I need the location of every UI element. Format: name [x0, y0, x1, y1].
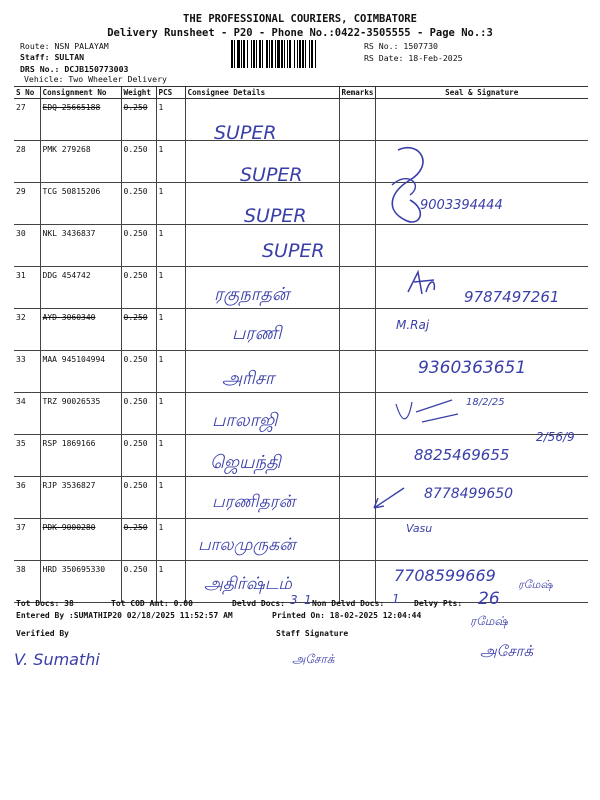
vehicle-label: Vehicle: Two Wheeler Delivery [24, 74, 167, 84]
row-sno: 27 [14, 99, 40, 141]
handwritten-consignee: பாலாஜி [212, 410, 278, 431]
handwritten-non-delvd-count: 1 [392, 592, 400, 606]
handwritten-consignee: SUPER [214, 122, 277, 144]
barcode-bar [241, 40, 242, 68]
row-pcs: 1 [156, 141, 185, 183]
row-pcs: 1 [156, 393, 185, 435]
handwritten-consignee: SUPER [244, 205, 307, 227]
row-weight: 0.250 [121, 351, 156, 393]
row-sno: 36 [14, 477, 40, 519]
row-sno: 33 [14, 351, 40, 393]
barcode-bar [302, 40, 304, 68]
row-sno: 34 [14, 393, 40, 435]
signature-scribble-icon [392, 394, 462, 430]
row-weight: 0.250 [121, 99, 156, 141]
barcode-bar [305, 40, 306, 68]
barcode-bar [281, 40, 283, 68]
handwritten-consignee: அரிசா [222, 368, 275, 389]
handwritten-delvd-count-orig: 1 [304, 593, 312, 607]
row-consignment-no: PMK 279268 [40, 141, 121, 183]
row-pcs: 1 [156, 99, 185, 141]
row-pcs: 1 [156, 561, 185, 603]
row-pcs: 1 [156, 267, 185, 309]
handwritten-consignee: ரகுநாதன் [214, 284, 290, 305]
row-consignment-no: RJP 3536827 [40, 477, 121, 519]
barcode-bar [231, 40, 233, 68]
handwritten-consignee: பரணி [232, 323, 282, 344]
row-remarks [339, 351, 375, 393]
row-consignment-no: DDG 454742 [40, 267, 121, 309]
row-weight: 0.250 [121, 141, 156, 183]
row-sno: 32 [14, 309, 40, 351]
row-pcs: 1 [156, 477, 185, 519]
table-row [14, 309, 588, 351]
handwritten-consignee: ஜெயந்தி [210, 452, 281, 473]
handwritten-consignee: SUPER [262, 240, 325, 262]
row-remarks [339, 225, 375, 267]
row-remarks [339, 99, 375, 141]
table-row [14, 99, 588, 141]
row-weight: 0.250 [121, 561, 156, 603]
barcode-bar [251, 40, 252, 68]
row-consignment-no: NKL 3436837 [40, 225, 121, 267]
route-label: Route: NSN PALAYAM [20, 41, 109, 51]
handwritten-staff-signature: அசோக் [480, 642, 534, 660]
signature-scribble-icon [380, 140, 440, 230]
handwritten-consignee: அதிர்ஷ்டம் [204, 574, 292, 594]
row-consignment-no: HRD 350695330 [40, 561, 121, 603]
row-sno: 29 [14, 183, 40, 225]
table-row [14, 519, 588, 561]
row-consignment-no: RSP 1869166 [40, 435, 121, 477]
barcode-bar [253, 40, 255, 68]
row-weight: 0.250 [121, 393, 156, 435]
arrow-mark-icon [368, 484, 408, 514]
barcode-bar [266, 40, 268, 68]
row-weight: 0.250 [121, 435, 156, 477]
handwritten-consignee: பாலமுருகன் [198, 535, 296, 555]
row-remarks [339, 519, 375, 561]
row-pcs: 1 [156, 183, 185, 225]
row-weight: 0.250 [121, 225, 156, 267]
handwritten-phone: 8778499650 [424, 486, 514, 502]
row-weight: 0.250 [121, 267, 156, 309]
verified-by-label: Verified By [16, 629, 69, 638]
row-pcs: 1 [156, 309, 185, 351]
barcode-bar [269, 40, 270, 68]
row-pcs: 1 [156, 519, 185, 561]
barcode [231, 40, 357, 68]
printed-on: Printed On: 18-02-2025 12:04:44 [272, 611, 422, 620]
handwritten-delvd-count: 3 [290, 593, 298, 607]
row-pcs: 1 [156, 351, 185, 393]
row-sno: 37 [14, 519, 40, 561]
drs-number: DRS No.: DCJB150773003 [20, 64, 129, 74]
row-remarks [339, 309, 375, 351]
row-seal-signature [375, 99, 588, 141]
row-remarks [339, 561, 375, 603]
row-consignment-no: PDK 9000280 [40, 519, 121, 561]
row-consignment-no: MAA 945104994 [40, 351, 121, 393]
barcode-bar [309, 40, 310, 68]
barcode-bar [315, 40, 316, 68]
row-consignment-no: TRZ 90026535 [40, 393, 121, 435]
table-header-row [14, 87, 588, 99]
handwritten-staff-signature: அசோக் [292, 652, 335, 666]
col-consignment: Consignment No [40, 87, 121, 99]
barcode-bar [234, 40, 235, 68]
barcode-bar [243, 40, 245, 68]
barcode-bar [297, 40, 298, 68]
row-sno: 31 [14, 267, 40, 309]
row-weight: 0.250 [121, 309, 156, 351]
handwritten-ta-signature: ரமேஷ் [518, 578, 553, 591]
barcode-bar [237, 40, 240, 68]
handwritten-consignee: SUPER [240, 164, 303, 186]
runsheet-subtitle: Delivery Runsheet - P20 - Phone No.:0422-3505555 - Page No.:3 [107, 27, 493, 39]
handwritten-phone: 9787497261 [464, 288, 560, 306]
row-sno: 38 [14, 561, 40, 603]
handwritten-phone: 7708599669 [394, 566, 496, 585]
handwritten-name: M.Raj [396, 318, 430, 332]
barcode-bar [271, 40, 273, 68]
row-consignment-no: TCG 50815206 [40, 183, 121, 225]
row-weight: 0.250 [121, 477, 156, 519]
non-delivered-docs-label: Non Delvd Docs: [312, 599, 385, 608]
company-title: THE PROFESSIONAL COURIERS, COIMBATORE [183, 13, 417, 25]
row-remarks [339, 393, 375, 435]
staff-label: Staff: SULTAN [20, 52, 85, 62]
row-pcs: 1 [156, 225, 185, 267]
handwritten-consignee: பரணிதரன் [212, 492, 296, 512]
col-weight: Weight [121, 87, 156, 99]
handwritten-note: 18/2/25 [466, 397, 505, 408]
row-sno: 35 [14, 435, 40, 477]
barcode-bar [299, 40, 301, 68]
staff-signature-label: Staff Signature [276, 629, 349, 638]
rs-date: RS Date: 18-Feb-2025 [364, 53, 463, 63]
col-consignee: Consignee Details [185, 87, 339, 99]
barcode-bar [311, 40, 313, 68]
row-sno: 28 [14, 141, 40, 183]
barcode-bar [247, 40, 248, 68]
handwritten-phone: 9360363651 [418, 358, 527, 378]
col-pcs: PCS [156, 87, 185, 99]
total-docs: Tot Docs: 38 [16, 599, 74, 608]
handwritten-phone: 8825469655 [414, 446, 510, 464]
barcode-bar [284, 40, 285, 68]
row-sno: 30 [14, 225, 40, 267]
row-weight: 0.250 [121, 519, 156, 561]
col-sno: S No [14, 87, 40, 99]
table-row [14, 561, 588, 603]
row-remarks [339, 141, 375, 183]
entered-by: Entered By :SUMATHIP20 02/18/2025 11:52:57 AM [16, 611, 233, 620]
handwritten-delivery-points: 26 [478, 589, 500, 609]
row-consignment-no: AYD 3060340 [40, 309, 121, 351]
delivery-points-label: Delvy Pts: [414, 599, 463, 608]
row-remarks [339, 435, 375, 477]
barcode-bar [289, 40, 291, 68]
barcode-bar [262, 40, 263, 68]
barcode-bar [294, 40, 295, 68]
barcode-bar [275, 40, 276, 68]
handwritten-phone: 9003394444 [420, 198, 503, 213]
handwritten-date: 2/56/9 [536, 430, 575, 444]
col-seal: Seal & Signature [375, 87, 588, 99]
barcode-bar [256, 40, 257, 68]
handwritten-name: Vasu [406, 522, 433, 535]
row-pcs: 1 [156, 435, 185, 477]
barcode-bar [259, 40, 261, 68]
total-cod: Tot COD Amt: 0.00 [111, 599, 193, 608]
handwritten-verifier-signature: V. Sumathi [14, 650, 100, 669]
row-remarks [339, 183, 375, 225]
signature-scribble-icon [404, 268, 440, 298]
barcode-bar [287, 40, 288, 68]
row-remarks [339, 267, 375, 309]
row-seal-signature [375, 225, 588, 267]
rs-number: RS No.: 1507730 [364, 41, 438, 51]
handwritten-note: ரமேஷ் [470, 614, 508, 628]
row-weight: 0.250 [121, 183, 156, 225]
row-consignment-no: EDQ 25665188 [40, 99, 121, 141]
barcode-bar [277, 40, 280, 68]
col-remarks: Remarks [339, 87, 375, 99]
delivered-docs-label: Delvd Docs: [232, 599, 285, 608]
